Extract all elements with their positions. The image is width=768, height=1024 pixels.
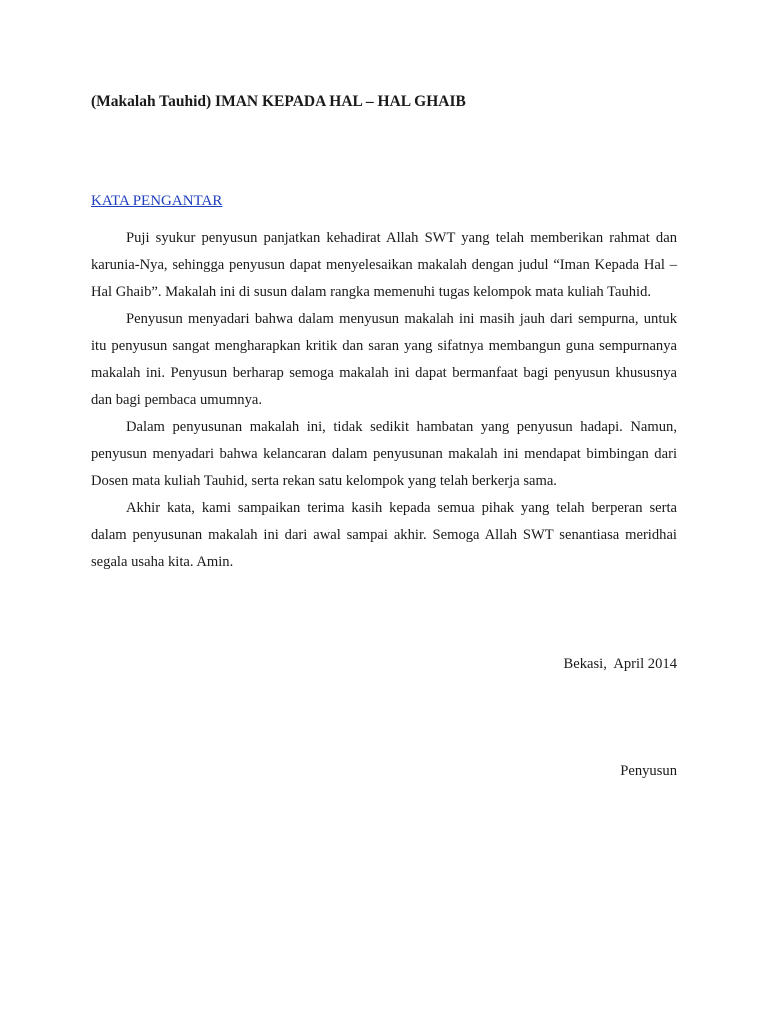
paragraph-4: Akhir kata, kami sampaikan terima kasih kepada semua pihak yang telah berperan serta dalam penyusunan makalah ini dari awal sampai akhir. Semoga Allah SWT senantiasa meridhai segala usaha kita. Amin. — [91, 500, 677, 570]
document-title: (Makalah Tauhid) IMAN KEPADA HAL – HAL GHAIB — [91, 93, 466, 110]
kata-pengantar-heading-link[interactable]: KATA PENGANTAR — [91, 193, 223, 209]
paragraph-2: Penyusun menyadari bahwa dalam menyusun makalah ini masih jauh dari sempurna, untuk itu penyusun sangat mengharapkan kritik dan saran yang sifatnya membangun guna sempurnanya makalah ini. Penyusun berharap semoga makalah ini dapat bermanfaat bagi penyusun khususnya dan bagi pembaca umumnya. — [91, 311, 677, 408]
paragraph-1: Puji syukur penyusun panjatkan kehadirat Allah SWT yang telah memberikan rahmat dan karunia-Nya, sehingga penyusun dapat menyelesaikan makalah dengan judul “Iman Kepada Hal – Hal Ghaib”. Makalah ini di susun dalam rangka memenuhi tugas kelompok mata kuliah Tauhid. — [91, 230, 677, 300]
author-signature: Penyusun — [620, 763, 677, 779]
paragraph-3: Dalam penyusunan makalah ini, tidak sedikit hambatan yang penyusun hadapi. Namun, penyusun menyadari bahwa kelancaran dalam penyusunan makalah ini mendapat bimbingan dari Dosen mata kuliah Tauhid, serta rekan satu kelompok yang telah berkerja sama. — [91, 419, 677, 489]
place-date: Bekasi, April 2014 — [563, 656, 677, 672]
foreword-body — [91, 225, 677, 576]
